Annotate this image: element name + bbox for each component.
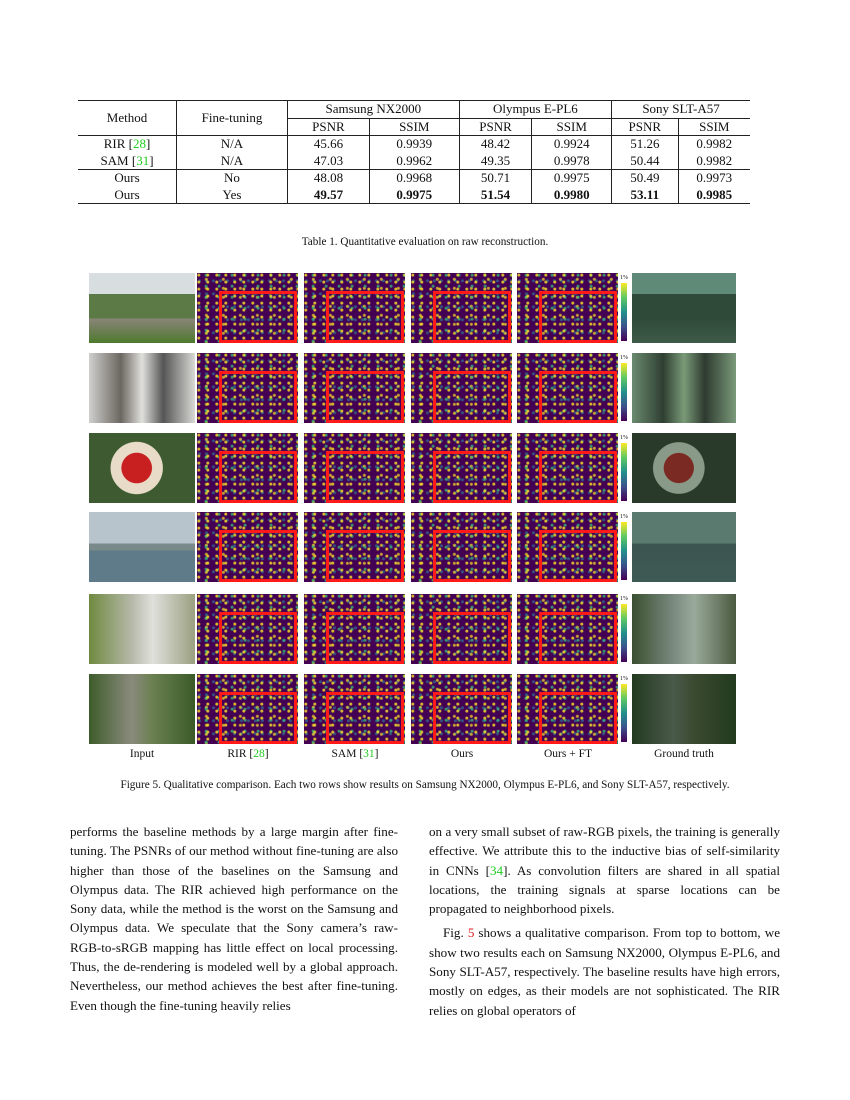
cell-finetuning: Yes [177, 187, 288, 204]
header-metric: SSIM [678, 118, 750, 136]
highlight-box [539, 371, 617, 423]
highlight-box [433, 371, 511, 423]
colorbar-label: 1% [620, 355, 628, 361]
header-metric: PSNR [459, 118, 532, 136]
paragraph: Fig. 5 shows a qualitative comparison. From top to bottom, we show two results each on Samsung NX2000, Olympus E-PL6, and Sony SLT-A57, respectively. The baseline results have high errors, mostly on edges, as their models are not sophisticated. The RIR relies on global operators of [429, 925, 781, 1018]
cell-value: 0.9973 [678, 170, 750, 187]
body-left-column [70, 822, 398, 1015]
header-metric: SSIM [532, 118, 612, 136]
error-map [197, 433, 298, 503]
column-label-ours: Ours [450, 748, 474, 760]
body-right-column [429, 822, 780, 1020]
colorbar [621, 363, 627, 421]
error-map [517, 353, 618, 423]
cell-value: 0.9978 [532, 153, 612, 170]
input-image [89, 433, 195, 503]
error-map [304, 433, 405, 503]
highlight-box [326, 530, 404, 582]
results-table [78, 100, 750, 204]
column-label-input: Input [129, 748, 155, 760]
cell-value: 48.42 [459, 136, 532, 153]
header-metric: SSIM [369, 118, 459, 136]
cell-method: Ours [78, 170, 177, 187]
colorbar-label: 1% [620, 275, 628, 281]
input-image [89, 353, 195, 423]
highlight-box [539, 291, 617, 343]
highlight-box [433, 692, 511, 744]
cell-value: 50.44 [612, 153, 678, 170]
header-finetuning: Fine-tuning [177, 101, 288, 136]
highlight-box [326, 612, 404, 664]
header-camera: Sony SLT-A57 [612, 101, 750, 119]
header-camera: Samsung NX2000 [288, 101, 460, 119]
error-map [197, 353, 298, 423]
input-image [89, 594, 195, 664]
colorbar-label: 1% [620, 596, 628, 602]
ground-truth-image [632, 273, 736, 343]
ground-truth-image [632, 512, 736, 582]
cell-value: 0.9982 [678, 136, 750, 153]
highlight-box [326, 371, 404, 423]
error-map [304, 512, 405, 582]
highlight-box [433, 291, 511, 343]
cell-value: 0.9939 [369, 136, 459, 153]
highlight-box [539, 530, 617, 582]
colorbar-label: 1% [620, 514, 628, 520]
input-image [89, 273, 195, 343]
highlight-box [219, 291, 297, 343]
error-map [197, 512, 298, 582]
cell-finetuning: N/A [177, 153, 288, 170]
colorbar-label: 1% [620, 435, 628, 441]
column-label-rir: RIR [28] [227, 748, 269, 760]
column-label-sam: SAM [31] [331, 748, 379, 760]
header-camera: Olympus E-PL6 [459, 101, 611, 119]
highlight-box [539, 692, 617, 744]
cell-value: 51.54 [459, 187, 532, 204]
table-row [78, 170, 750, 187]
figure-caption: Figure 5. Qualitative comparison. Each two rows show results on Samsung NX2000, Olympus E-PL6, and Sony SLT-A57, respectively. [120, 779, 730, 791]
cell-finetuning: N/A [177, 136, 288, 153]
cell-value: 50.71 [459, 170, 532, 187]
cell-value: 48.08 [288, 170, 370, 187]
error-map [517, 273, 618, 343]
error-map [517, 594, 618, 664]
error-map [411, 594, 512, 664]
error-map [197, 674, 298, 744]
cell-value: 0.9980 [532, 187, 612, 204]
error-map [304, 674, 405, 744]
error-map [411, 353, 512, 423]
column-label-ground-truth: Ground truth [654, 748, 714, 760]
highlight-box [219, 530, 297, 582]
error-map [411, 273, 512, 343]
error-map [517, 512, 618, 582]
error-map [411, 674, 512, 744]
highlight-box [433, 612, 511, 664]
highlight-box [219, 612, 297, 664]
error-map [411, 433, 512, 503]
cell-finetuning: No [177, 170, 288, 187]
cell-value: 53.11 [612, 187, 678, 204]
cell-value: 0.9985 [678, 187, 750, 204]
highlight-box [539, 451, 617, 503]
ground-truth-image [632, 674, 736, 744]
paragraph: performs the baseline methods by a large margin after fine-tuning. The PSNRs of our method without fine-tuning are also higher than those of the baselines on the Samsung and Olympus data. The RIR achieved high performance on the Sony data, while the method is the worst on the Samsung and Olympus data. We speculate that the Sony camera’s raw-RGB-to-sRGB mapping has little effect on local processing. Thus, the de-rendering is modeled well by a global approach. Nevertheless, our method achieves the best after fine-tuning. Even though the fine-tuning heavily relies [70, 824, 398, 1013]
table-caption: Table 1. Quantitative evaluation on raw reconstruction. [301, 236, 549, 248]
cell-value: 0.9975 [369, 187, 459, 204]
colorbar [621, 604, 627, 662]
ground-truth-image [632, 594, 736, 664]
cell-value: 47.03 [288, 153, 370, 170]
colorbar [621, 443, 627, 501]
column-label-ours-ft: Ours + FT [543, 748, 593, 760]
cell-method: SAM [31] [100, 152, 154, 168]
cell-value: 50.49 [612, 170, 678, 187]
cell-value: 51.26 [612, 136, 678, 153]
highlight-box [433, 451, 511, 503]
highlight-box [326, 692, 404, 744]
error-map [304, 594, 405, 664]
header-metric: PSNR [612, 118, 678, 136]
error-map [304, 353, 405, 423]
input-image [89, 512, 195, 582]
cell-value: 0.9968 [369, 170, 459, 187]
error-map [197, 594, 298, 664]
cell-value: 0.9924 [532, 136, 612, 153]
error-map [411, 512, 512, 582]
cell-value: 0.9975 [532, 170, 612, 187]
colorbar-label: 1% [620, 676, 628, 682]
highlight-box [433, 530, 511, 582]
cell-value: 49.57 [288, 187, 370, 204]
colorbar [621, 684, 627, 742]
table-row [78, 136, 750, 153]
paragraph: on a very small subset of raw-RGB pixels, the training is generally effective. We attribute this to the inductive bias of self-similarity in CNNs [34]. As convolution filters are shared in all spatial locations, the training signals at sparse locations can be propagated to neighborhood pixels. [429, 824, 780, 917]
table-row [78, 153, 750, 170]
cell-value: 0.9962 [369, 153, 459, 170]
colorbar [621, 522, 627, 580]
highlight-box [219, 692, 297, 744]
highlight-box [219, 371, 297, 423]
ground-truth-image [632, 433, 736, 503]
cell-method: Ours [78, 187, 177, 204]
ground-truth-image [632, 353, 736, 423]
cell-value: 45.66 [288, 136, 370, 153]
input-image [89, 674, 195, 744]
table-row [78, 187, 750, 204]
cell-method: RIR [28] [103, 136, 151, 152]
highlight-box [326, 291, 404, 343]
error-map [517, 674, 618, 744]
header-metric: PSNR [288, 118, 370, 136]
highlight-box [326, 451, 404, 503]
error-map [517, 433, 618, 503]
cell-value: 49.35 [459, 153, 532, 170]
highlight-box [219, 451, 297, 503]
header-method: Method [78, 101, 177, 136]
colorbar [621, 283, 627, 341]
highlight-box [539, 612, 617, 664]
error-map [304, 273, 405, 343]
error-map [197, 273, 298, 343]
cell-value: 0.9982 [678, 153, 750, 170]
